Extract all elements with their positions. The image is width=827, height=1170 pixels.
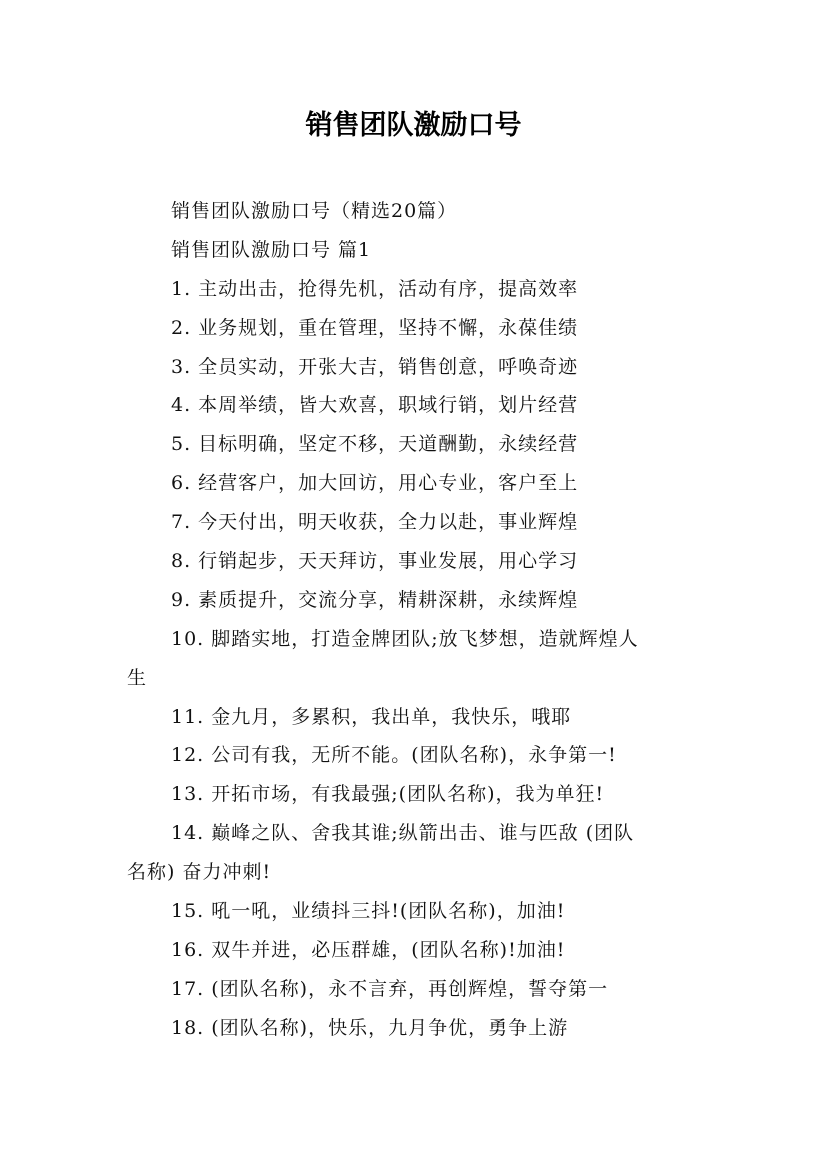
paragraph-continuation-line: 生 bbox=[127, 666, 148, 689]
paragraph-line: 销售团队激励口号（精选20篇） bbox=[171, 200, 458, 222]
paragraph-line: 10. 脚踏实地，打造金牌团队;放飞梦想，造就辉煌人 bbox=[171, 627, 639, 650]
paragraph-line: 9. 素质提升，交流分享，精耕深耕，永续辉煌 bbox=[171, 588, 579, 611]
paragraph-line: 4. 本周举绩，皆大欢喜，职域行销，划片经营 bbox=[171, 394, 579, 417]
paragraph-line: 13. 开拓市场，有我最强;(团队名称)，我为单狂! bbox=[171, 783, 605, 806]
paragraph-line: 8. 行销起步，天天拜访，事业发展，用心学习 bbox=[171, 550, 579, 573]
paragraph-continuation-line: 名称) 奋力冲刺! bbox=[127, 861, 272, 884]
paragraph-line: 11. 金九月，多累积，我出单，我快乐，哦耶 bbox=[171, 705, 572, 728]
paragraph-line: 3. 全员实动，开张大吉，销售创意，呼唤奇迹 bbox=[171, 355, 579, 378]
paragraph-line: 1. 主动出击，抢得先机，活动有序，提高效率 bbox=[171, 277, 579, 300]
paragraph-line: 销售团队激励口号 篇1 bbox=[171, 238, 372, 261]
paragraph-line: 2. 业务规划，重在管理，坚持不懈，永葆佳绩 bbox=[171, 316, 579, 339]
paragraph-line: 12. 公司有我，无所不能。(团队名称)，永争第一! bbox=[171, 744, 617, 767]
paragraph-line: 5. 目标明确，坚定不移，天道酬勤，永续经营 bbox=[171, 433, 579, 456]
paragraph-line: 6. 经营客户，加大回访，用心专业，客户至上 bbox=[171, 472, 579, 495]
paragraph-line: 14. 巅峰之队、舍我其谁;纵箭出击、谁与匹敌 (团队 bbox=[171, 822, 635, 845]
paragraph-line: 7. 今天付出，明天收获，全力以赴，事业辉煌 bbox=[171, 511, 579, 534]
paragraph-line: 18. (团队名称)，快乐，九月争优，勇争上游 bbox=[171, 1016, 569, 1039]
paragraph-line: 16. 双牛并进，必压群雄，(团队名称)!加油! bbox=[171, 938, 566, 961]
paragraph-line: 15. 吼一吼，业绩抖三抖!(团队名称)，加油! bbox=[171, 900, 566, 923]
document-body bbox=[127, 192, 705, 1048]
paragraph-line: 17. (团队名称)，永不言弃，再创辉煌，誓夺第一 bbox=[171, 977, 609, 1000]
document-title: 销售团队激励口号 bbox=[305, 110, 522, 141]
